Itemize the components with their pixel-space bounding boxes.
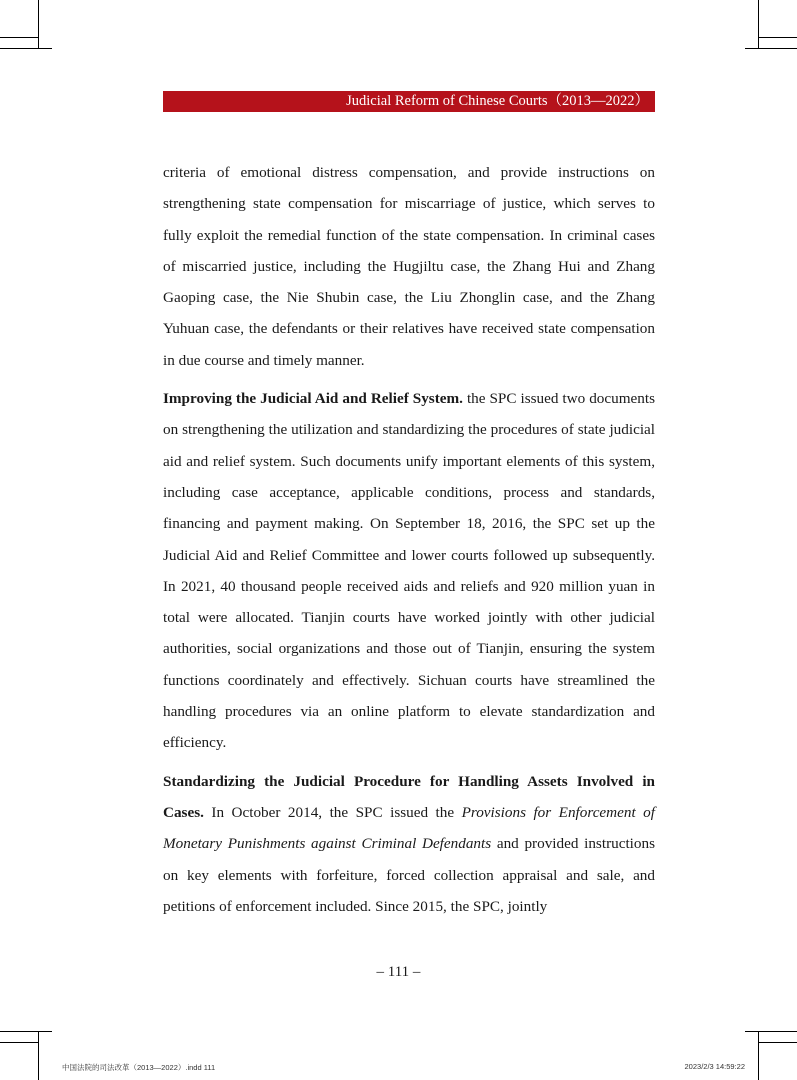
crop-mark	[758, 0, 759, 48]
crop-mark	[0, 48, 52, 49]
paragraph-text: criteria of emotional distress compensation, and provide instructions on strengthening state compensation for miscarriage of justice, which serves to fully exploit the remedial function of the state compensation. In criminal cases of miscarried justice, including the Hugjiltu case, the Zhang Hui and Zhang Gaoping case, the Nie Shubin case, the Liu Zhonglin case, and the Zhang Yuhuan case, the defendants or their relatives have received state compensation in due course and timely manner.	[163, 164, 655, 369]
crop-mark	[38, 0, 39, 48]
body-text	[163, 157, 655, 929]
crop-mark	[0, 37, 38, 38]
crop-mark	[0, 1042, 38, 1043]
paragraph-text: In October 2014, the SPC issued the	[203, 803, 462, 821]
crop-mark	[745, 1031, 797, 1032]
paragraph-text: the SPC issued two documents on strengthening the utilization and standardizing the procedures of state judicial aid and relief system. Such documents unify important elements of this system, including case acceptance, applicable conditions, process and standards, financing and payment making. On September 18, 2016, the SPC set up the Judicial Aid and Relief Committee and lower courts followed up subsequently. In 2021, 40 thousand people received aids and reliefs and 920 million yuan in total were allocated. Tianjin courts have worked jointly with other judicial authorities, social organizations and those out of Tianjin, ensuring the system functions coordinately and effectively. Sichuan courts have streamlined the handling procedures via an online platform to elevate standardization and efficiency.	[163, 390, 655, 752]
paragraph-text: and provided instructions on key elements with forfeiture, forced collection appraisal and sale, and petitions of enforcement included. Since 2015, the SPC, jointly	[163, 835, 655, 915]
paragraph	[163, 383, 655, 759]
page-number: – 111 –	[376, 964, 421, 980]
paragraph	[163, 766, 655, 922]
paragraph-heading: Improving the Judicial Aid and Relief System.	[163, 390, 463, 408]
crop-mark	[745, 48, 797, 49]
running-header	[163, 91, 655, 112]
crop-mark	[759, 37, 797, 38]
crop-mark	[759, 1042, 797, 1043]
paragraph-heading: Standardizing the Judicial Procedure for Handling Assets Involved in Cases.	[163, 772, 655, 821]
document-title-italic: Provisions for Enforcement of Monetary Punishments against Criminal Defendants	[163, 803, 655, 853]
crop-mark	[38, 1032, 39, 1080]
crop-mark	[0, 1031, 52, 1032]
footer-timestamp: 2023/2/3 14:59:22	[684, 1062, 745, 1071]
paragraph	[163, 157, 655, 376]
running-header-title: Judicial Reform of Chinese Courts（2013—2022）	[346, 93, 649, 109]
footer-file-info: 中国法院的司法改革（2013—2022）.indd 111	[62, 1063, 216, 1072]
crop-mark	[758, 1032, 759, 1080]
